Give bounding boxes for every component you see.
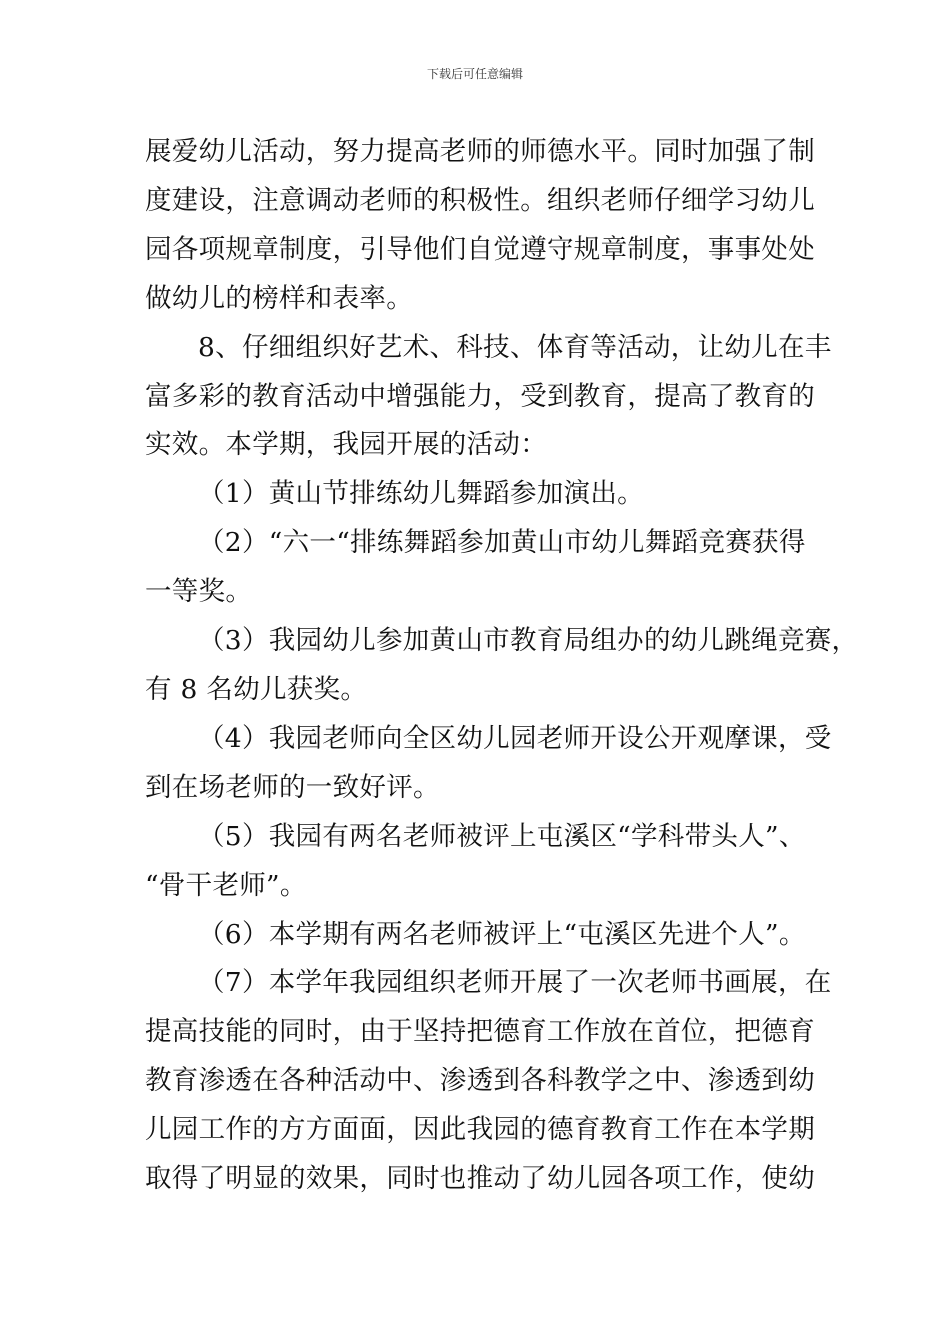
paragraph — [145, 128, 815, 324]
paragraph — [145, 519, 805, 617]
text-line: （2）“六一“排练舞蹈参加黄山市幼儿舞蹈竞赛获得 — [198, 527, 806, 559]
text-line: 度建设，注意调动老师的积极性。组织老师仔细学习幼儿 — [145, 184, 815, 216]
text-line: 8、仔细组织好艺术、科技、体育等活动，让幼儿在丰 — [198, 331, 832, 363]
text-line: （3）我园幼儿参加黄山市教育局组办的幼儿跳绳竞赛， — [198, 625, 859, 657]
paragraph — [145, 959, 832, 1204]
text-line: 园各项规章制度，引导他们自觉遵守规章制度，事事处处 — [145, 233, 815, 265]
text-line: 富多彩的教育活动中增强能力，受到教育，提高了教育的 — [145, 380, 815, 412]
paragraph — [145, 715, 832, 813]
text-line: 取得了明显的效果，同时也推动了幼儿园各项工作，使幼 — [145, 1163, 815, 1195]
page-header: 下载后可任意编辑 — [426, 67, 523, 81]
text-line: 一等奖。 — [145, 576, 253, 608]
text-line: 有 8 名幼儿获奖。 — [145, 673, 368, 705]
text-line: 儿园工作的方方面面，因此我园的德育教育工作在本学期 — [145, 1114, 815, 1146]
paragraph — [145, 911, 805, 960]
text-line: 教育渗透在各种活动中、渗透到各科教学之中、渗透到幼 — [145, 1065, 815, 1097]
text-line: （6）本学期有两名老师被评上“屯溪区先进个人”。 — [198, 918, 806, 950]
text-line: 做幼儿的榜样和表率。 — [145, 282, 413, 314]
paragraph — [145, 324, 832, 471]
paragraph — [145, 617, 859, 715]
paragraph — [145, 813, 805, 911]
text-line: 实效。本学期，我园开展的活动： — [145, 429, 547, 461]
text-line: （5）我园有两名老师被评上屯溪区“学科带头人”、 — [198, 820, 806, 852]
text-line: 展爱幼儿活动，努力提高老师的师德水平。同时加强了制 — [145, 136, 815, 167]
text-line: 提高技能的同时，由于坚持把德育工作放在首位，把德育 — [145, 1016, 815, 1048]
document-body — [145, 128, 859, 1204]
text-line: 到在场老师的一致好评。 — [145, 771, 440, 803]
text-line: （4）我园老师向全区幼儿园老师开设公开观摩课，受 — [198, 722, 832, 754]
paragraph — [145, 470, 805, 519]
text-line: “骨干老师”。 — [145, 869, 307, 901]
text-line: （7）本学年我园组织老师开展了一次老师书画展，在 — [198, 967, 832, 999]
text-line: （1）黄山节排练幼儿舞蹈参加演出。 — [198, 478, 644, 510]
